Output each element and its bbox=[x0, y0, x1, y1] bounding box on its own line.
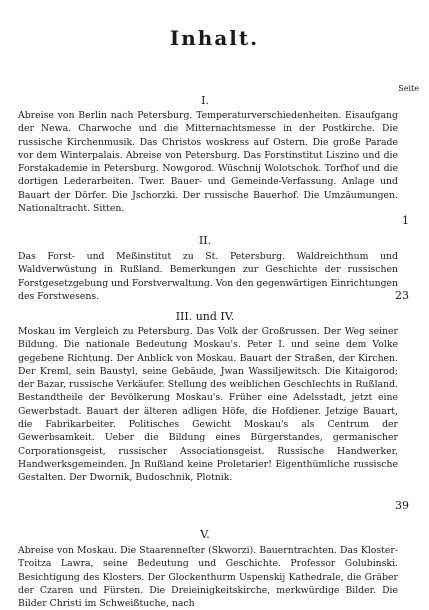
section-page-2: 23 bbox=[395, 289, 409, 302]
section-page-3: 39 bbox=[395, 499, 409, 512]
page-title: Inhalt. bbox=[169, 26, 260, 50]
page-column-label: Seite bbox=[398, 84, 419, 93]
section-heading-3: III. und IV. bbox=[175, 310, 235, 323]
section-text-2: Das Forst- und Meßinstitut zu St. Petersburg. Waldreichthum und Waldverwüstung in Rußland. Bemerkungen zur Geschichte der russischen Forstgesetzgebung und Forstverwaltung. Von den gegenwärtigen Einrichtungen des Forstwesens. bbox=[18, 251, 399, 302]
section-heading-4: V. bbox=[200, 528, 210, 541]
section-text-1: Abreise von Berlin nach Petersburg. Temperaturverschiedenheiten. Eisaufgang der Newa. Charwoche und die Mitternachtsmesse in der Postkirche. Die russische Kirchenmusik. Das Christos woskress auf Ostern. Die große Parade vor dem Winterpalais. Abreise von Petersburg. Das Forstinstitut Liszino und die Forstakademie in Petersburg. Nowgorod. Wüschnij Wolotschok. Torfhof und die dortigen Lederarbeiten. Twer. Bauer- und Gemeinde-Verfassung. Anlage und Bauart der Dörfer. Die Jschorzki. Der russische Bauerhof. Die Umzäumungen. Nationaltracht. Sitten. bbox=[18, 110, 398, 215]
section-text-4: Abreise von Moskau. Die Staarenneſter (Skworzi). Bauerntrachten. Das Kloster-Troitza Lawra, seine Bedeutung und Geschichte. Professor Golubinski. Besichtigung des Klosters. Der Glockenthurm Uspenskij Kathedrale, die Gräber der Czaren und Fürsten. Die Dreieinigkeitskirche, merkwürdige Bilder. Die Bilder Christi im Schweißtuche, nach bbox=[18, 545, 398, 610]
section-heading-1: I. bbox=[201, 94, 209, 107]
section-page-1: 1 bbox=[402, 214, 409, 227]
section-heading-2: II. bbox=[198, 234, 212, 247]
section-text-3: Moskau im Vergleich zu Petersburg. Das Volk der Großrussen. Der Weg seiner Bildung. Die nationale Bedeutung Moskau's. Peter I. und seine dem Volke gegebene Richtung. Der Anblick von Moskau. Bauart der Straßen, der Kirchen. Der Kreml, sein Baustyl, seine Gebäude, Jwan Wassiljewitsch. Die Kitaigorod; der Bazar, russische Verkäufer. Stellung des weiblichen Geschlechts in Rußland. Bestandtheile der Bevölkerung Moskau's. Früher eine Adelsstadt, jetzt eine Gewerbstadt. Bauart der älteren adligen Höfe, die Hofdiener. Jetzige Bauart, die Fabrikarbeiter. Politisches Gewicht Moskau's als Centrum der Gewerbsamkeit. Ueber die Bildung eines Bürgerstandes, germanischer Corporationsgeist, russischer Associationsgeist. Russische Handwerker, Handwerksgemeinden. Jn Rußland keine Proletarier! Eigenthümliche russische Gestalten. Der Dwornik, Budoschnik, Plotnik. bbox=[18, 326, 398, 484]
